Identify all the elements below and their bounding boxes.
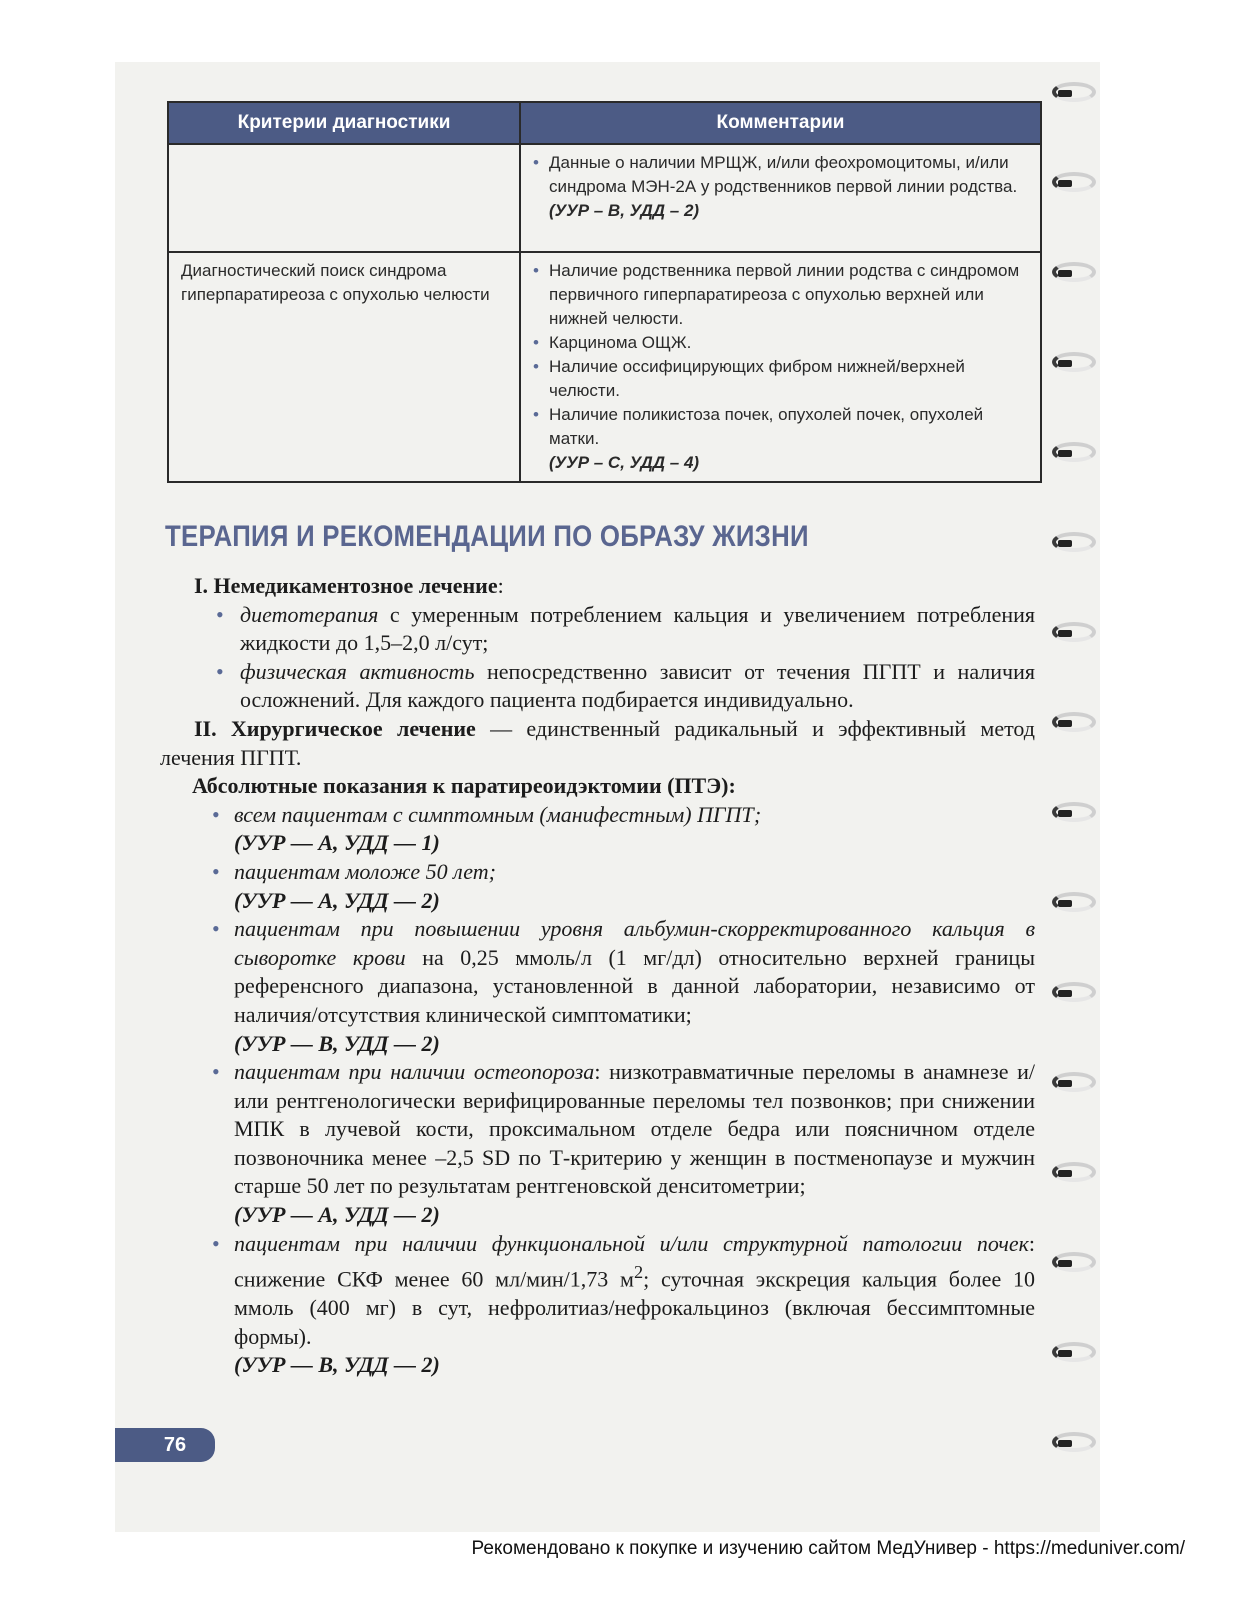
list-item: • Наличие поликистоза почек, опухолей почек, опухолей матки. xyxy=(549,403,1028,451)
evidence-level: (УУР – В, УДД – 2) xyxy=(549,201,700,220)
paragraph-text: — единственный радикальный и эффективный метод лечения ПГПТ. xyxy=(160,715,1035,770)
emphasis: пациентам при повышении уровня альбумин-скорректированного кальция в сыворотке крови xyxy=(234,916,1035,970)
list-item xyxy=(160,915,1035,1029)
subsection-heading xyxy=(160,572,1035,601)
bullet-icon: • xyxy=(212,801,220,827)
evidence-level: (УУР — А, УДД — 1) xyxy=(234,830,440,856)
spiral-ring xyxy=(1052,892,1096,912)
emphasis: физическая активность xyxy=(240,658,475,684)
indications-heading: Абсолютные показания к паратиреоидэктомии (ПТЭ): xyxy=(192,773,736,799)
evidence-level: (УУР – С, УДД – 4) xyxy=(549,453,700,472)
evidence-level: (УУР — А, УДД — 2) xyxy=(234,887,440,913)
item-text: ; суточная экскреция кальция более 10 ммоль (400 мг) в сут, нефролитиаз/нефрокальциноз (включая бессимптомные формы). xyxy=(234,1266,1035,1349)
list-item xyxy=(160,1058,1035,1201)
list-item xyxy=(160,858,1035,887)
spiral-ring xyxy=(1052,262,1096,282)
spiral-ring xyxy=(1052,1072,1096,1092)
list-item xyxy=(160,601,1035,658)
footer-note: Рекомендовано к покупке и изучению сайтом МедУнивер - https://meduniver.com/ xyxy=(471,1538,1185,1559)
spiral-ring xyxy=(1052,1342,1096,1362)
spiral-ring xyxy=(1052,802,1096,822)
criteria-header: Критерии диагностики xyxy=(168,102,520,144)
item-text: на 0,25 ммоль/л (1 мг/дл) относительно верхней границы референсного диапазона, установленной в данной лаборатории, независимо от наличия/отсутствия клинической симптоматики; xyxy=(234,944,1035,1027)
spiral-ring xyxy=(1052,712,1096,732)
superscript: 2 xyxy=(633,1262,644,1283)
comments-cell xyxy=(520,144,1041,252)
bullet-icon: • xyxy=(216,658,224,684)
bullet-icon: • xyxy=(216,601,224,627)
spiral-ring xyxy=(1052,532,1096,552)
spiral-ring xyxy=(1052,82,1096,102)
spiral-ring xyxy=(1052,442,1096,462)
bullet-icon: • xyxy=(212,858,220,884)
emphasis: пациентам моложе 50 лет; xyxy=(234,858,496,884)
spiral-ring xyxy=(1052,1162,1096,1182)
emphasis: пациентам при наличии функциональной и/или структурной патологии почек xyxy=(234,1230,1029,1256)
criteria-cell xyxy=(168,144,520,252)
evidence-level: (УУР — А, УДД — 2) xyxy=(234,1202,440,1228)
spiral-ring xyxy=(1052,352,1096,372)
heading-colon: : xyxy=(497,573,504,598)
evidence-level: (УУР — В, УДД — 2) xyxy=(234,1030,440,1056)
list-item: • Наличие родственника первой линии родства с синдромом первичного гиперпаратиреоза с опухолью верхней или нижней челюсти. xyxy=(549,259,1028,331)
page-number: 76 xyxy=(115,1428,215,1462)
list-item xyxy=(160,658,1035,715)
spiral-ring xyxy=(1052,1432,1096,1452)
item-text: непосредственно зависит от течения ПГПТ и наличия осложнений. Для каждого пациента подбирается индивидуально. xyxy=(240,658,1035,713)
bullet-icon: • xyxy=(212,916,220,942)
section-title: ТЕРАПИЯ И РЕКОМЕНДАЦИИ ПО ОБРАЗУ ЖИЗНИ xyxy=(165,520,809,553)
main-text xyxy=(160,572,1035,1380)
list-item: • Данные о наличии МРЩЖ, и/или феохромоцитомы, и/или синдрома МЭН-2А у родственников первой линии родства. xyxy=(549,151,1028,199)
criteria-table xyxy=(167,101,1042,483)
comments-cell xyxy=(520,252,1041,482)
item-text: : снижение СКФ менее 60 мл/мин/1,73 м xyxy=(234,1230,1035,1292)
criteria-cell: Диагностический поиск синдрома гиперпаратиреоза с опухолью челюсти xyxy=(168,252,520,482)
paragraph xyxy=(160,715,1035,772)
list-item xyxy=(160,801,1035,830)
comments-header: Комментарии xyxy=(520,102,1041,144)
emphasis: пациентам при наличии остеопороза xyxy=(234,1059,595,1085)
table-row xyxy=(168,144,1041,252)
emphasis: диетотерапия xyxy=(240,601,379,627)
spiral-ring xyxy=(1052,1252,1096,1272)
emphasis: всем пациентам с симптомным (манифестным) ПГПТ; xyxy=(234,801,762,827)
bullet-icon: • xyxy=(212,1230,220,1256)
spiral-ring xyxy=(1052,172,1096,192)
spiral-ring xyxy=(1052,982,1096,1002)
heading-text: I. Немедикаментозное лечение xyxy=(194,573,498,598)
table-row xyxy=(168,252,1041,482)
list-item: • Карцинома ОЩЖ. xyxy=(549,331,1028,355)
list-item xyxy=(160,1230,1035,1352)
item-text: с умеренным потреблением кальция и увеличением потребления жидкости до 1,5–2,0 л/сут; xyxy=(240,601,1035,656)
list-item: • Наличие оссифицирующих фибром нижней/верхней челюсти. xyxy=(549,355,1028,403)
evidence-level: (УУР — В, УДД — 2) xyxy=(234,1352,440,1378)
spiral-ring xyxy=(1052,622,1096,642)
spiral-binding xyxy=(1044,62,1104,1532)
bullet-icon: • xyxy=(212,1059,220,1085)
item-text: : низкотравматичные переломы в анамнезе и/или рентгенологически верифицированные переломы тел позвонков; при снижении МПК в лучевой кости, проксимальном отделе бедра или поясничном отделе позвоночника менее –2,5 SD по Т-критерию у женщин в постменопаузе и мужчин старше 50 лет по результатам рентгеновской денситометрии; xyxy=(234,1059,1036,1199)
heading-text: II. Хирургическое лечение xyxy=(194,715,476,741)
